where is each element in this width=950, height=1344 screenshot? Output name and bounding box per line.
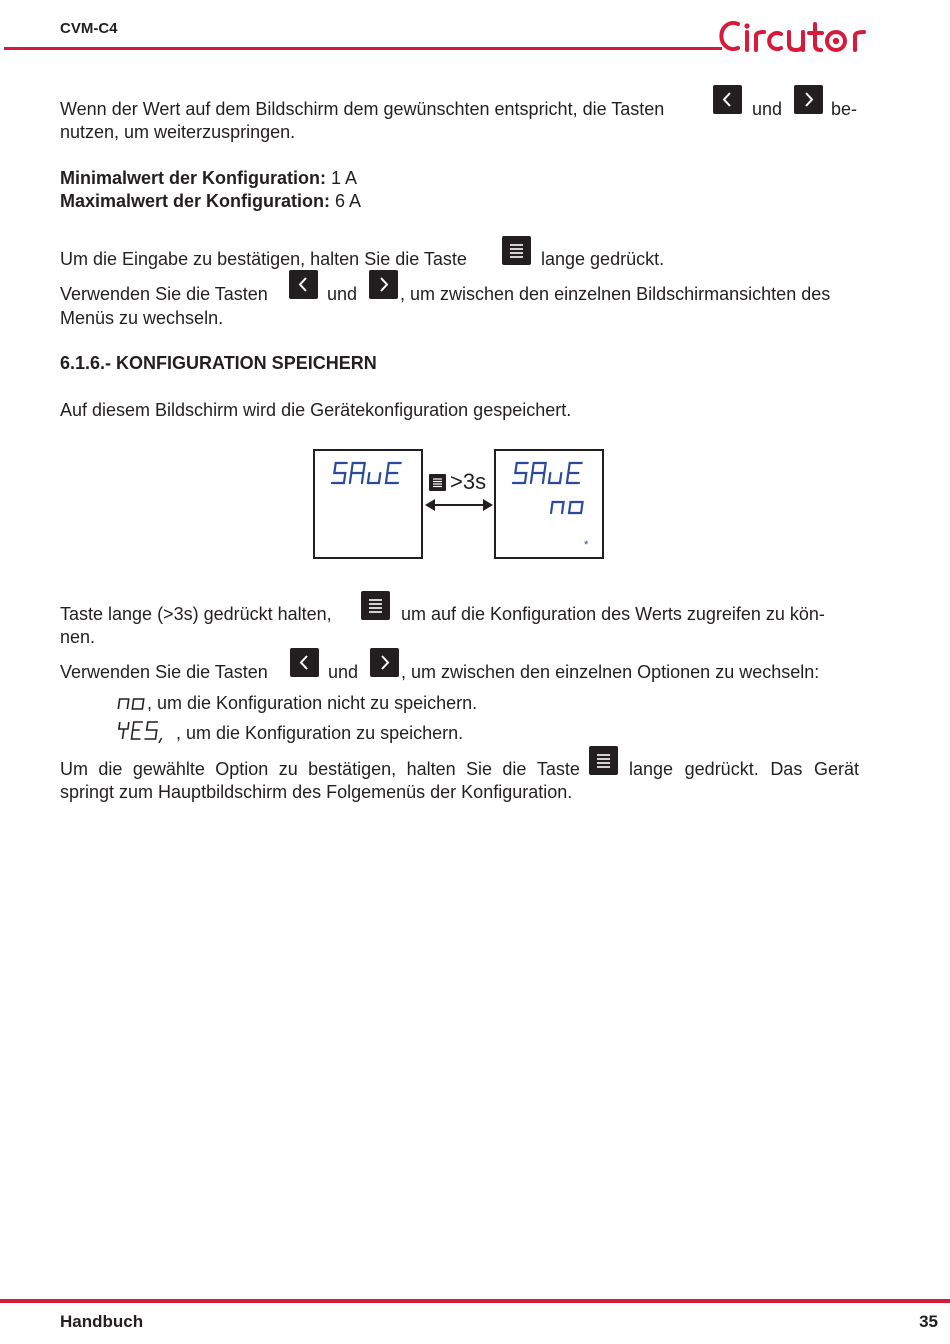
word: die	[98, 759, 123, 779]
paragraph-tasten-line2: Menüs zu wechseln.	[60, 308, 224, 328]
paragraph-hold-key: Taste lange (>3s) gedrückt halten,	[60, 604, 332, 624]
config-min-value: 1 A	[326, 168, 358, 188]
word: gedrückt.	[684, 759, 759, 779]
word: halten	[406, 759, 456, 779]
left-key-icon	[289, 270, 318, 299]
menu-key-icon	[361, 591, 390, 620]
lcd-screen-save	[313, 449, 423, 559]
segment-no-glyph	[117, 697, 147, 711]
config-max-row	[60, 190, 361, 213]
paragraph-save-intro: Auf diesem Bildschirm wird die Gerätekonfiguration gespeichert.	[60, 400, 572, 420]
word: gewählte	[132, 759, 205, 779]
paragraph-tasten-end: , um zwischen den einzelnen Bildschirmansichten des	[400, 284, 831, 304]
paragraph-hold-key-line2: nen.	[60, 627, 96, 647]
left-key-icon	[290, 648, 319, 677]
word: Option	[215, 759, 269, 779]
hyphenated-be: be-	[831, 99, 858, 119]
menu-key-icon	[429, 474, 446, 491]
paragraph-confirm: Um die Eingabe zu bestätigen, halten Sie die Taste	[60, 249, 467, 269]
word-und: und	[328, 662, 359, 682]
hold-duration-label: >3s	[450, 469, 487, 494]
word: bestätigen,	[308, 759, 397, 779]
paragraph-confirm-option-line2: springt zum Hauptbildschirm des Folgemenüs der Konfiguration.	[60, 782, 573, 802]
circutor-logo	[718, 14, 874, 56]
double-arrow-icon	[424, 497, 494, 513]
option-yes-text: , um die Konfiguration zu speichern.	[176, 723, 464, 743]
config-max-label: Maximalwert der Konfiguration:	[60, 191, 331, 211]
config-min-row	[60, 167, 357, 190]
paragraph-confirm-option-end	[629, 758, 859, 781]
lcd-screen-save-no	[494, 449, 604, 559]
word: zu	[278, 759, 298, 779]
header-rule	[4, 47, 722, 50]
menu-key-icon	[502, 236, 531, 265]
right-key-icon	[370, 648, 399, 677]
config-min-label: Minimalwert der Konfiguration:	[60, 168, 327, 188]
lcd-asterisk: *	[584, 539, 589, 551]
word: Das	[770, 759, 803, 779]
paragraph-options-end: , um zwischen den einzelnen Optionen zu wechseln:	[401, 662, 820, 682]
left-key-icon	[713, 85, 742, 114]
word-und: und	[752, 99, 783, 119]
paragraph-navigate-line2: nutzen, um weiterzuspringen.	[60, 122, 296, 142]
document-model: CVM-C4	[60, 20, 118, 37]
config-max-value: 6 A	[330, 191, 362, 211]
menu-key-icon	[589, 746, 618, 775]
word: Um	[60, 759, 88, 779]
right-key-icon	[369, 270, 398, 299]
paragraph-tasten: Verwenden Sie die Tasten	[60, 284, 268, 304]
footer-rule	[0, 1299, 950, 1303]
word: Gerät	[813, 759, 859, 779]
paragraph-confirm-option	[60, 758, 580, 781]
word: Sie	[466, 759, 493, 779]
word: lange	[629, 759, 674, 779]
right-key-icon	[794, 85, 823, 114]
word-und: und	[327, 284, 358, 304]
section-heading: 6.1.6.- KONFIGURATION SPEICHERN	[60, 353, 377, 373]
word: Taste	[536, 759, 580, 779]
lcd-save-text	[315, 451, 421, 557]
page-number: 35	[919, 1312, 938, 1331]
paragraph-options: Verwenden Sie die Tasten	[60, 662, 268, 682]
segment-yes-glyph	[117, 721, 167, 743]
footer-title: Handbuch	[60, 1312, 144, 1331]
paragraph-confirm-end: lange gedrückt.	[541, 249, 665, 269]
paragraph-navigate-intro: Wenn der Wert auf dem Bildschirm dem gewünschten entspricht, die Tasten	[60, 99, 665, 119]
option-no-text: , um die Konfiguration nicht zu speichern.	[147, 693, 478, 713]
word: die	[502, 759, 527, 779]
paragraph-hold-key-end: um auf die Konfiguration des Werts zugreifen zu kön-	[401, 604, 825, 624]
